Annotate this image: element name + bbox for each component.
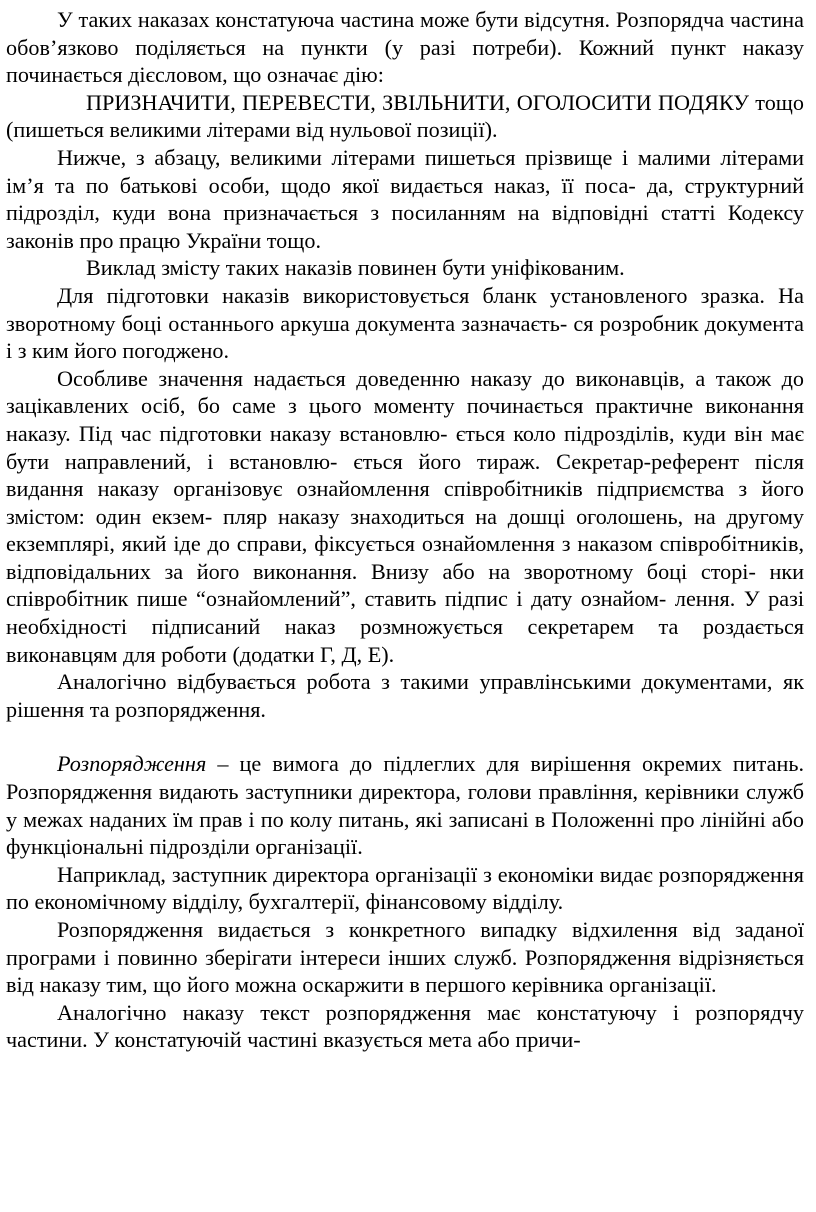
- paragraph-directive-appeal: Розпорядження видається з конкретного випадку відхилення від заданої програми і повинно зберігати інтереси інших служб. Розпорядження відрізняється від наказу тим, що його можна оскаржити в першого керівника організації.: [6, 917, 804, 998]
- paragraph-order-form: Для підготовки наказів використовується бланк установленого зразка. На зворотному боці останнього аркуша документа зазначаєть- ся розробник документа і з ким його погоджено.: [6, 282, 804, 364]
- directive-definition-text: – це вимога до підлеглих для вирішення окремих питань. Розпорядження видають заступники директора, голови правління, керівники служб у межах наданих їм прав і по колу питань, які записані в Положенні про лінійні або функціональні підрозділи організації.: [6, 751, 804, 860]
- paragraph-person-details: Нижче, з абзацу, великими літерами пишеться прізвище і малими літерами ім’я та по батькові особи, щодо якої видається наказ, її поса- да, структурний підрозділ, куди вона призначається з посиланням на відповідні статті Кодексу законів про працю України тощо.: [6, 144, 804, 253]
- paragraph-similar-documents: Аналогічно відбувається робота з такими управлінськими документами, як рішення та розпорядження.: [6, 669, 804, 722]
- paragraph-order-delivery: Особливе значення надається доведенню наказу до виконавців, а також до зацікавлених осіб, бо саме з цього моменту починається практичне виконання наказу. Під час підготовки наказу встановлю- ється коло підрозділів, куди він має бути направлений, і встановлю- ється його тираж. Секретар-референт після видання наказу організовує ознайомлення співробітників підприємства з його змістом: один екзем- пляр наказу знаходиться на дошці оголошень, на другому екземплярі, який іде до справи, фіксується ознайомлення з наказом співробітників, відповідальних за його виконання. Внизу або на зворотному боці сторі- нки співробітник пише “ознайомлений”, ставить підпис і дату ознайом- лення. У разі необхідності підписаний наказ розмножується секретарем та роздається виконавцям для роботи (додатки Г, Д, Е).: [6, 365, 804, 667]
- paragraph-directive-example: Наприклад, заступник директора організації з економіки видає розпорядження по економічному відділу, бухгалтерії, фінансовому відділу.: [6, 861, 804, 915]
- paragraph-order-structure: У таких наказах констатуюча частина може бути відсутня. Розпорядча частина обов’язково поділяється на пункти (у разі потреби). Кожний пункт наказу починається дієсловом, що означає дію:: [6, 7, 804, 88]
- paragraph-directive-definition: [6, 750, 804, 860]
- paragraph-directive-parts: Аналогічно наказу текст розпорядження має констатуючу і розпорядчу частини. У констатуючій частині вказується мета або причи-: [6, 999, 804, 1053]
- paragraph-order-verbs: ПРИЗНАЧИТИ, ПЕРЕВЕСТИ, ЗВІЛЬНИТИ, ОГОЛОСИТИ ПОДЯКУ тощо (пишеться великими літерами від нульової позиції).: [6, 89, 804, 143]
- paragraph-unified-content: Виклад змісту таких наказів повинен бути уніфікованим.: [86, 255, 625, 281]
- directive-term: Розпорядження: [57, 751, 207, 777]
- paragraph-gap: [6, 723, 804, 750]
